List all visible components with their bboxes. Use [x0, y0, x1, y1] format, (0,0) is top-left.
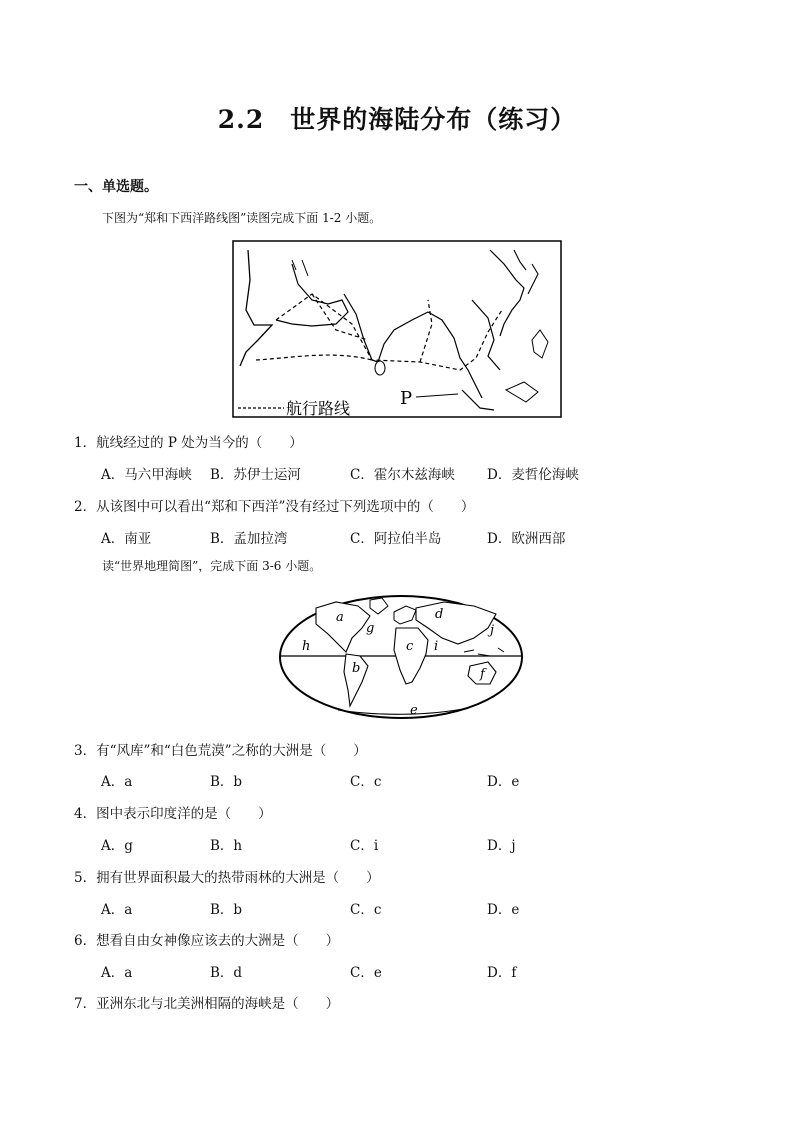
question-2-option-d[interactable]: D．欧洲西部: [487, 531, 566, 547]
map-letter-a: a: [336, 610, 344, 625]
world-map: [278, 594, 524, 720]
map-letter-c: c: [406, 639, 414, 654]
map-letter-b: b: [352, 661, 361, 676]
question-7-stem: 7．亚洲东北与北美洲相隔的海峡是（ ）: [74, 996, 340, 1012]
question-3-stem: 3．有“风库”和“白色荒漠”之称的大洲是（ ）: [74, 743, 367, 759]
question-4-option-c[interactable]: C．i: [350, 838, 379, 854]
map-letter-g: g: [366, 621, 375, 636]
map-letter-d: d: [435, 607, 444, 622]
question-6-stem: 6．想看自由女神像应该去的大洲是（ ）: [74, 933, 340, 949]
intro-text-1: 下图为“郑和下西洋路线图”读图完成下面 1-2 小题。: [102, 211, 382, 225]
question-1-option-b[interactable]: B．苏伊士运河: [210, 467, 301, 483]
question-1-option-c[interactable]: C．霍尔木兹海峡: [350, 467, 455, 483]
question-6-option-a[interactable]: A．a: [101, 965, 133, 981]
zhenghe-route-map: [232, 240, 562, 418]
question-4-option-d[interactable]: D．j: [487, 838, 516, 854]
map-letter-e: e: [410, 703, 418, 718]
section-heading: 一、单选题。: [74, 179, 158, 195]
question-2-option-c[interactable]: C．阿拉伯半岛: [350, 531, 442, 547]
question-5-option-c[interactable]: C．c: [350, 902, 382, 918]
question-1-stem: 1．航线经过的 P 处为当今的（ ）: [74, 435, 303, 451]
question-5-option-d[interactable]: D．e: [487, 902, 520, 918]
question-1-option-a[interactable]: A．马六甲海峡: [101, 467, 192, 483]
question-2-stem: 2．从该图中可以看出“郑和下西洋”没有经过下列选项中的（ ）: [74, 499, 475, 515]
question-6-option-c[interactable]: C．e: [350, 965, 382, 981]
question-5-stem: 5．拥有世界面积最大的热带雨林的大洲是（ ）: [74, 870, 380, 886]
question-6-option-d[interactable]: D．f: [487, 965, 517, 981]
route-legend-label: 航行路线: [286, 399, 351, 418]
question-3-option-a[interactable]: A．a: [101, 774, 133, 790]
question-3-option-b[interactable]: B．b: [210, 774, 243, 790]
map-letter-f: f: [480, 667, 485, 682]
page-title: 2.2 世界的海陆分布（练习）: [217, 105, 577, 134]
question-5-option-b[interactable]: B．b: [210, 902, 243, 918]
question-4-option-b[interactable]: B．h: [210, 838, 243, 854]
question-1-option-d[interactable]: D．麦哲伦海峡: [487, 467, 579, 483]
map-letter-j: j: [490, 623, 495, 638]
question-3-option-d[interactable]: D．e: [487, 774, 520, 790]
question-3-option-c[interactable]: C．c: [350, 774, 382, 790]
map-letter-i: i: [434, 639, 439, 654]
question-2-option-b[interactable]: B．孟加拉湾: [210, 531, 288, 547]
question-5-option-a[interactable]: A．a: [101, 902, 133, 918]
question-6-option-b[interactable]: B．d: [210, 965, 243, 981]
map-letter-h: h: [302, 639, 311, 654]
question-4-stem: 4．图中表示印度洋的是（ ）: [74, 806, 272, 822]
question-4-option-a[interactable]: A．g: [101, 838, 133, 854]
intro-text-2: 读“世界地理简图”，完成下面 3-6 小题。: [102, 559, 322, 573]
question-2-option-a[interactable]: A．南亚: [101, 531, 152, 547]
point-p-label: P: [400, 388, 413, 409]
